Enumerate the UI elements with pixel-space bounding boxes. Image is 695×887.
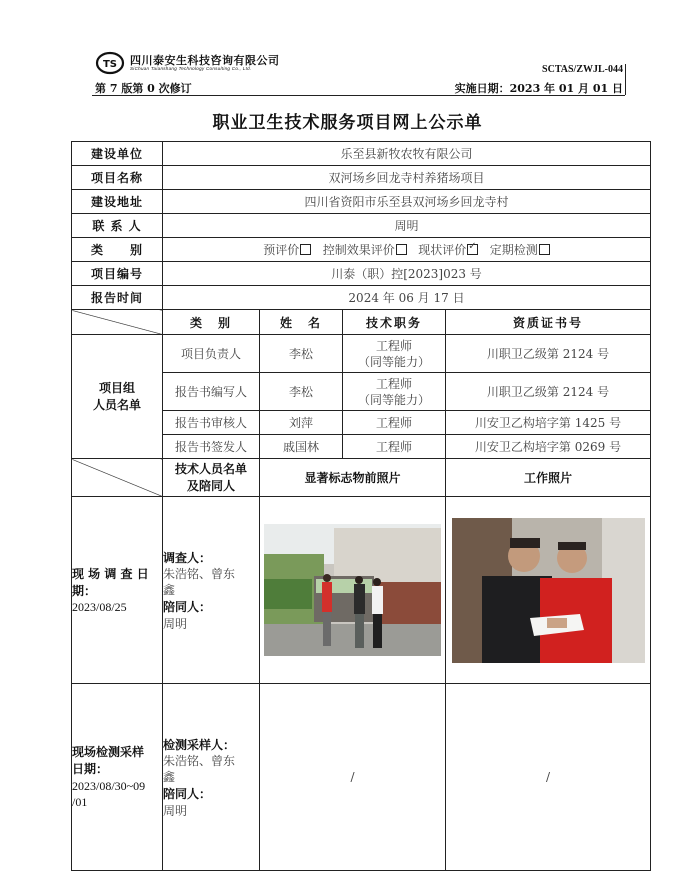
diagonal-cell bbox=[72, 459, 163, 497]
unit-value: 乐至县新牧农牧有限公司 bbox=[163, 142, 651, 166]
member-cert: 川安卫乙构培字第 1425 号 bbox=[446, 411, 651, 435]
type-option-status-evaluation: 现状评价 bbox=[418, 243, 467, 257]
member-cert: 川职卫乙级第 2124 号 bbox=[446, 373, 651, 411]
work-photo-cell bbox=[446, 497, 651, 684]
unit-label: 建设单位 bbox=[72, 142, 163, 166]
header-divider-tick bbox=[625, 64, 626, 95]
version-label: 第 7 版第 0 次修订 bbox=[95, 82, 192, 95]
member-title: 工程师 bbox=[343, 411, 446, 435]
investigator-names: 朱浩铭、曾东 鑫 bbox=[163, 566, 236, 597]
sampling-date-cell bbox=[72, 684, 163, 871]
sampling-staff-cell bbox=[163, 684, 260, 871]
landmark-photo bbox=[264, 524, 441, 656]
survey-companion-label: 陪同人： bbox=[163, 599, 212, 614]
row-unit bbox=[72, 142, 651, 166]
survey-date: 2023/08/25 bbox=[72, 599, 127, 614]
type-label: 类 别 bbox=[72, 238, 163, 262]
diagonal-cell bbox=[72, 310, 163, 335]
checkbox-pre-evaluation[interactable] bbox=[300, 244, 311, 255]
document-code: SCTAS/ZWJL-044 bbox=[542, 64, 623, 75]
type-option-pre-evaluation: 预评价 bbox=[263, 243, 300, 257]
code-label: 项目编号 bbox=[72, 262, 163, 286]
contact-label: 联 系 人 bbox=[72, 214, 163, 238]
project-label: 项目名称 bbox=[72, 166, 163, 190]
member-name: 戚国林 bbox=[260, 435, 343, 459]
row-code bbox=[72, 262, 651, 286]
survey-staff-cell bbox=[163, 497, 260, 684]
team-group-label: 项目组 人员名单 bbox=[72, 335, 163, 459]
col-cert-header: 资质证书号 bbox=[446, 310, 651, 335]
team-row bbox=[72, 335, 651, 373]
member-role: 报告书审核人 bbox=[163, 411, 260, 435]
member-name: 刘萍 bbox=[260, 411, 343, 435]
company-name-en: SiChuan Taianshang Technology Consulting Co., Ltd. bbox=[130, 66, 252, 71]
type-options bbox=[163, 238, 651, 262]
landmark-photo-cell bbox=[260, 497, 446, 684]
staff-header: 技术人员名单 及陪同人 bbox=[163, 459, 260, 497]
member-title: 工程师 （同等能力） bbox=[343, 335, 446, 373]
survey-row bbox=[72, 497, 651, 684]
page-title: 职业卫生技术服务项目网上公示单 bbox=[212, 113, 483, 133]
report-value: 2024 年 06 月 17 日 bbox=[163, 286, 651, 310]
member-role: 报告书编写人 bbox=[163, 373, 260, 411]
team-header-row bbox=[72, 310, 651, 335]
sampling-landmark-photo: / bbox=[260, 684, 446, 871]
member-name: 李松 bbox=[260, 335, 343, 373]
member-title: 工程师 （同等能力） bbox=[343, 373, 446, 411]
row-contact bbox=[72, 214, 651, 238]
address-value: 四川省资阳市乐至县双河场乡回龙寺村 bbox=[163, 190, 651, 214]
member-role: 项目负责人 bbox=[163, 335, 260, 373]
svg-text:TS: TS bbox=[102, 59, 118, 70]
survey-date-label: 现 场 调 查 日 期： bbox=[72, 566, 149, 598]
address-label: 建设地址 bbox=[72, 190, 163, 214]
row-address bbox=[72, 190, 651, 214]
row-report-time bbox=[72, 286, 651, 310]
sampling-row bbox=[72, 684, 651, 871]
contact-value: 周明 bbox=[163, 214, 651, 238]
project-value: 双河场乡回龙寺村养猪场项目 bbox=[163, 166, 651, 190]
type-option-periodic-detection: 定期检测 bbox=[489, 243, 538, 257]
col-name-header: 姓 名 bbox=[260, 310, 343, 335]
work-photo bbox=[452, 518, 645, 663]
row-type bbox=[72, 238, 651, 262]
row-project bbox=[72, 166, 651, 190]
col-role-header: 类 别 bbox=[163, 310, 260, 335]
survey-date-cell bbox=[72, 497, 163, 684]
checkbox-status-evaluation[interactable] bbox=[467, 244, 478, 255]
sampling-companion: 周明 bbox=[163, 803, 188, 818]
code-value: 川泰（职）控[2023]023 号 bbox=[163, 262, 651, 286]
survey-companion: 周明 bbox=[163, 616, 188, 631]
member-cert: 川职卫乙级第 2124 号 bbox=[446, 335, 651, 373]
header-divider bbox=[92, 95, 625, 96]
col-title-header: 技术职务 bbox=[343, 310, 446, 335]
sampling-date: 2023/08/30~09 /01 bbox=[72, 779, 146, 809]
member-name: 李松 bbox=[260, 373, 343, 411]
notice-table bbox=[71, 141, 651, 871]
implementation-date: 实施日期：2023 年 01 月 01 日 bbox=[454, 82, 623, 95]
investigator-label: 调查人： bbox=[163, 550, 212, 565]
member-title: 工程师 bbox=[343, 435, 446, 459]
photos-header-row bbox=[72, 459, 651, 497]
landmark-photo-header: 显著标志物前照片 bbox=[260, 459, 446, 497]
sampler-names: 朱浩铭、曾东 鑫 bbox=[163, 753, 236, 784]
checkbox-control-effect[interactable] bbox=[396, 244, 407, 255]
sampling-companion-label: 陪同人： bbox=[163, 786, 212, 801]
company-name: 四川泰安生科技咨询有限公司 bbox=[130, 54, 280, 67]
member-cert: 川安卫乙构培字第 0269 号 bbox=[446, 435, 651, 459]
checkbox-periodic-detection[interactable] bbox=[539, 244, 550, 255]
work-photo-header: 工作照片 bbox=[446, 459, 651, 497]
sampling-work-photo: / bbox=[446, 684, 651, 871]
report-label: 报告时间 bbox=[72, 286, 163, 310]
sampler-label: 检测采样人： bbox=[163, 737, 236, 752]
sampling-date-label: 现场检测采样 日期： bbox=[72, 745, 145, 776]
type-option-control-effect: 控制效果评价 bbox=[322, 243, 395, 257]
company-logo bbox=[95, 51, 125, 75]
member-role: 报告书签发人 bbox=[163, 435, 260, 459]
